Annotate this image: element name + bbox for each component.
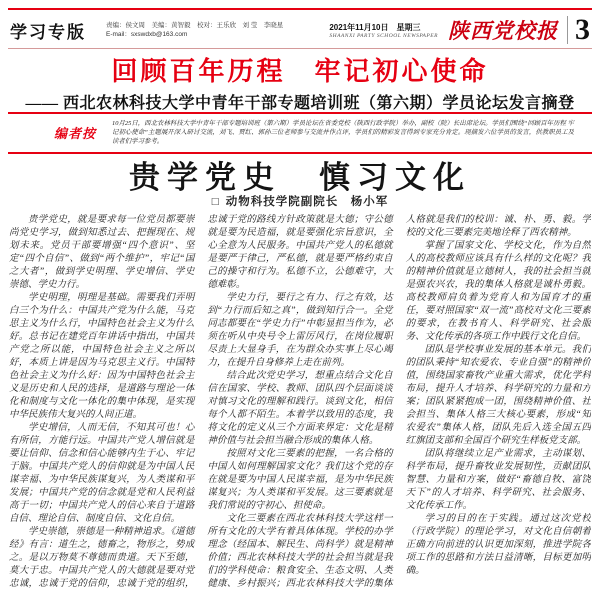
article-body	[9, 214, 591, 596]
masthead-bottom-rule	[8, 48, 592, 49]
date-line: 2021年11月10日 星期三	[329, 22, 421, 32]
body-paragraph: 学史力行，要行之有力、行之有效，达到“力行而后知之真”，做到知行合一。全党同志都要在“学史力行”中彰显担当作为，必须在听从中央号令上雷厉风行，在岗位履职尽责上大显身手，在为群众办实事上尽心竭力，在提升自身修养上走在前列。	[207, 293, 393, 368]
body-paragraph: 学史增信，人而无信，不知其可也！心有所信，方能行远。中国共产党人增信就是要让信仰、信念和信心能够内生于心、牢记于脑。中国共产党人的信仰就是为中国人民谋幸福、为中华民族谋复兴，为人类谋和平发展；中国共产党的信念就是党和人民利益高于一切；中国共产党人的信心来自于道路自信、理论自信、制度自信、文化自信。	[9, 423, 195, 524]
byline-text: 动物科技学院副院长 杨小军	[225, 196, 389, 208]
editor-note-label: 编者按	[54, 126, 97, 142]
byline-square-icon: □	[211, 196, 220, 208]
body-paragraph: 团队将继续立足产业需求，主动谋划、科学布局，提升畜牧业发展韧性，贡献团队智慧、力量和方案，做好“畜德自牧、富饶天下”的人才培养、科学研究、社会服务、文化传承工作。	[405, 449, 591, 511]
headline-block	[8, 56, 592, 113]
body-paragraph: 掌握了国家文化、学校文化，作为自然人的高校教师应该具有什么样的文化呢？我的精神价值就是立德树人，我的社会担当就是强农兴农，我的集体人格就是诚朴勇毅。高校教师肩负着为党育人和为国育才的重任，要对照国家“双一流”高校对文化三要素的要求，在教书育人、科学研究、社会服务、文化传承的各项工作中践行文化自信。	[405, 241, 591, 342]
masthead-date	[329, 22, 438, 39]
body-paragraph: 学史明理，明理是基础。需要我们弄明白三个为什么：中国共产党为什么能，马克思主义为什么行，中国特色社会主义为什么好。总书记在建党百年讲话中指出，中国共产党之所以能，中国特色社会主义之所以好，本质上讲是因为马克思主义行。中国特色社会主义为什么好：因为中国特色社会主义是历史和人民的选择，是道路与理论一体化和制度与文化一体化的集中体现，是实现中华民族伟大复兴的人间正道。	[9, 293, 195, 420]
section-label: 学习专版	[10, 22, 86, 42]
body-paragraph: 文化三要素在西北农林科技大学这样一所有文化的大学有着具体体现。学校的办学理念（经国本、解民生、尚科学）就是精神价值；西北农林科技大学的社会担当就是我们的学科使命：粮食安全、生态文明、人类健康、乡村振兴；西北农林科技大学的集体人格就是我们的校训：诚、朴、勇、毅。学校的文化三要素完美地诠释了西农精神。	[207, 215, 591, 589]
article-title: 贵学党史 慎习文化	[129, 160, 471, 195]
page-number: 3	[575, 13, 590, 46]
credits-email: E-mail：sxswdxb@163.com	[106, 31, 188, 38]
body-paragraph: 结合此次党史学习，想重点结合文化自信在国家、学校、教师、团队四个层面谈谈对慎习文化的理解和践行。谈到文化，相信每个人都不陌生。本着学以致用的态度，我将文化的定义从三个方面来界定：文化是精神价值与社会担当融合形成的集体人格。	[207, 371, 393, 446]
body-paragraph: 按照对文化三要素的把握，一名合格的中国人如何理解国家文化？我们这个党的存在就是要为中国人民谋幸福，是为中华民族谋复兴；为人类谋和平发展。这三要素就是我们常说的守初心、担使命。	[207, 449, 393, 511]
main-headline: 回顾百年历程 牢记初心使命	[111, 56, 489, 86]
masthead	[10, 13, 590, 47]
sub-headline: —— 西北农林科技大学中青年干部专题培训班（第六期）学员论坛发言摘登	[25, 95, 575, 112]
body-paragraph: 团队是学校事业发展的基本单元。我们的团队秉持“知农爱农、专业自强”的精神价值，围绕国家畜牧产业重大需求，优化学科布局，提升人才培养、科学研究的力量和方案；团队紧紧抱成一团，围绕精神价值、社会担当、集体人格三大核心要素，形成“知农爱农”集体人格，团队先后入选全国五四红旗团支部和全国百个研究生样板党支部。	[405, 345, 591, 446]
body-paragraph: 学习的目的在于实践。通过这次党校（行政学院）的理论学习，对文化自信朝着正确方向前进的认识更加深刻，推进学院各项工作的思路和方法日益清晰，目标更加明确。	[405, 514, 591, 576]
date-subline: SHAANXI PARTY SCHOOL NEWSPAPER	[329, 32, 438, 39]
top-red-rule	[8, 8, 592, 10]
body-paragraph: 贵学党史，就是要求每一位党员都要崇尚党史学习，做到知悉过去、把握现在、规划未来。党员干部要增强“四个意识”、坚定“四个自信”、做到“两个维护”，牢记“国之大者”，做到学史明理、学史增信、学史崇德、学史力行。	[9, 215, 195, 290]
editor-note-text: 10月25日，西北农林科技大学中青年干部专题培训班（第六期）学员论坛在省委党校（陕西行政学院）举办，副校（院）长出席论坛。学员们围绕“回顾百年历程 牢记初心使命”主题展开深入研讨交流，刘飞、贾红、郭孙三位老师参与交流并作点评，学员们的精彩发言得到专家充分肯定。现摘发六位学员的发言，供教职员工及读者们学习参考。	[112, 120, 574, 146]
masthead-credits	[106, 21, 283, 40]
editor-note-box	[8, 112, 592, 154]
paper-name-logo: 陕西党校报	[448, 19, 558, 43]
body-paragraph: 学史崇德，崇德是一种精神追求。《道德经》有言：道生之，德畜之，物形之，势成之。是以万物莫不尊德而贵道。天下至德，莫大于忠。中国共产党人的大德就是要对党忠诚，忠诚于党的信仰，忠诚于党的组织，忠诚于党的路线方针政策就是大德；守公德就是要为民造福，就是要强化宗旨意识，全心全意为人民服务。中国共产党人的私德就是要严于律己，严私德，就是要严格约束自己的操守和行为。私德不立，公德难守，大德难彰。	[9, 215, 393, 589]
page-number-divider	[567, 16, 568, 44]
article-byline	[0, 193, 600, 209]
credits-editors: 责编：侯文周 美编：黄智毅 校对：王乐欣 刘 莹 李晓星	[106, 21, 284, 29]
